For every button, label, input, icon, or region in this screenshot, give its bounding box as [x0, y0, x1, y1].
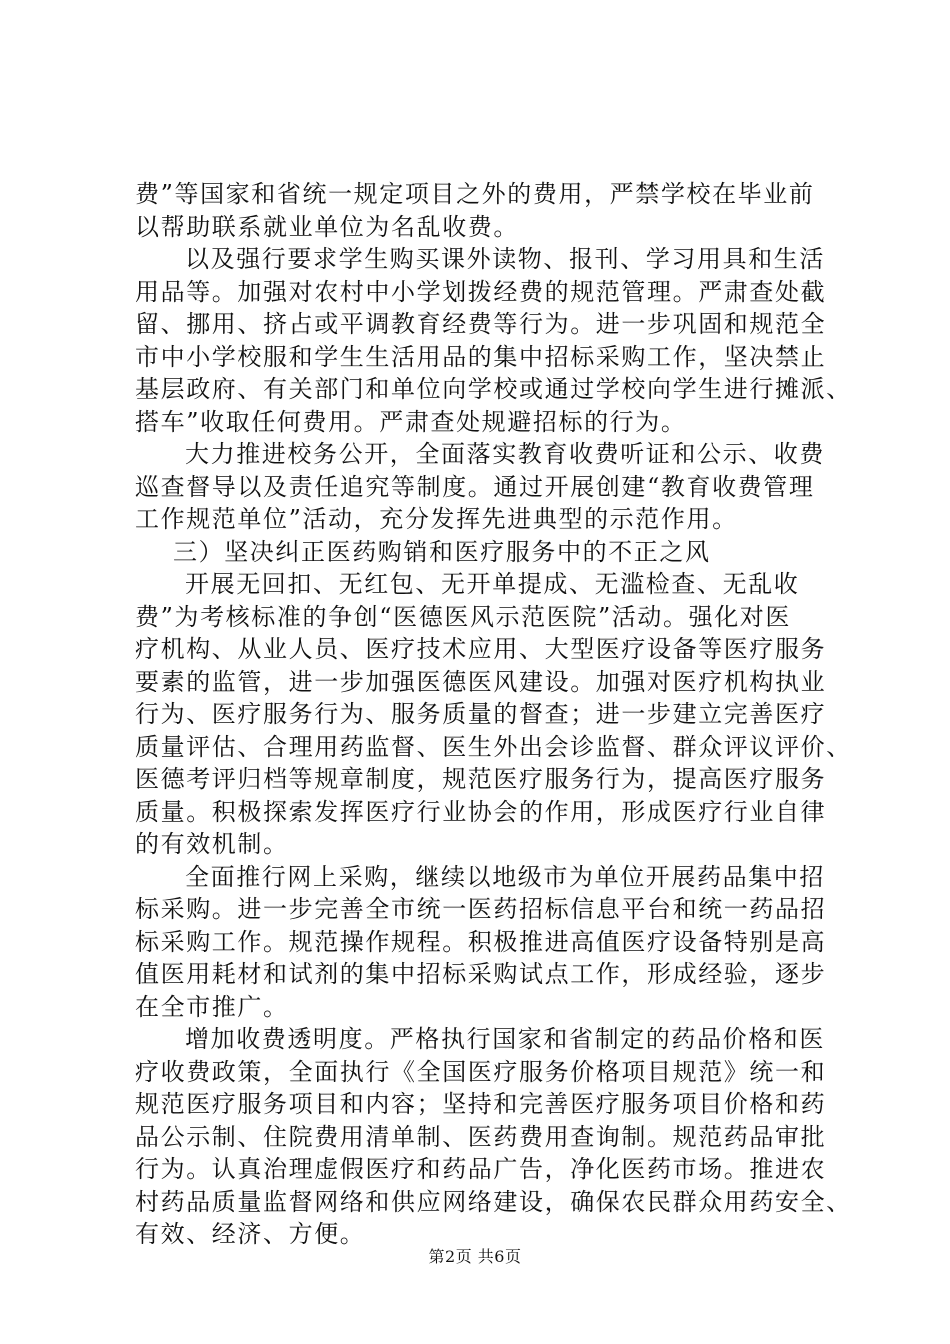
- text-line: 以帮助联系就业单位为名乱收费。: [135, 212, 519, 241]
- text-line: 工作规范单位”活动，充分发挥先进典型的示范作用。: [135, 505, 738, 533]
- text-line: 的有效机制。: [135, 830, 289, 858]
- text-line: 行为、医疗服务行为、服务质量的督查；进一步建立完善医疗: [135, 700, 827, 728]
- paragraph-start-line: 开展无回扣、无红包、无开单提成、无滥检查、无乱收: [185, 570, 800, 598]
- paragraph-start-line: 以及强行要求学生购买课外读物、报刊、学习用具和生活: [185, 245, 825, 273]
- text-line: 要素的监管，进一步加强医德医风建设。加强对医疗机构执业: [135, 667, 827, 696]
- text-line: 有效、经济、方便。: [135, 1220, 366, 1248]
- text-line: 品公示制、住院费用清单制、医药费用查询制。规范药品审批: [135, 1122, 827, 1151]
- page-number-footer: 第2页 共6页: [428, 1247, 522, 1266]
- text-line: 费”为考核标准的争创“医德医风示范医院”活动。强化对医: [135, 602, 792, 631]
- text-line: 留、挪用、挤占或平调教育经费等行为。进一步巩固和规范全: [135, 310, 827, 338]
- text-line: 市中小学校服和学生生活用品的集中招标采购工作，坚决禁止: [135, 342, 827, 371]
- text-line: 村药品质量监督网络和供应网络建设，确保农民群众用药安全、: [135, 1187, 852, 1216]
- section-heading: 三）坚决纠正医药购销和医疗服务中的不正之风: [173, 537, 711, 566]
- text-line: 疗收费政策，全面执行《全国医疗服务价格项目规范》统一和: [135, 1057, 827, 1086]
- text-line: 质量评估、合理用药监督、医生外出会诊监督、群众评议评价、: [135, 732, 852, 761]
- text-line: 规范医疗服务项目和内容；坚持和完善医疗服务项目价格和药: [135, 1090, 827, 1118]
- text-line: 费”等国家和省统一规定项目之外的费用，严禁学校在毕业前: [135, 180, 815, 208]
- text-line: 基层政府、有关部门和单位向学校或通过学校向学生进行摊派、: [135, 375, 852, 403]
- paragraph-start-line: 大力推进校务公开，全面落实教育收费听证和公示、收费: [185, 440, 825, 468]
- text-line: 疗机构、从业人员、医疗技术应用、大型医疗设备等医疗服务: [135, 635, 827, 663]
- text-line: 行为。认真治理虚假医疗和药品广告，净化医药市场。推进农: [135, 1155, 827, 1183]
- paragraph-start-line: 增加收费透明度。严格执行国家和省制定的药品价格和医: [185, 1025, 825, 1053]
- text-line: 值医用耗材和试剂的集中招标采购试点工作，形成经验，逐步: [135, 960, 827, 988]
- text-line: 标采购。进一步完善全市统一医药招标信息平台和统一药品招: [135, 895, 827, 923]
- text-line: 质量。积极探索发挥医疗行业协会的作用，形成医疗行业自律: [135, 797, 827, 826]
- text-line: 标采购工作。规范操作规程。积极推进高值医疗设备特别是高: [135, 927, 827, 956]
- text-line: 用品等。加强对农村中小学划拨经费的规范管理。严肃查处截: [135, 277, 827, 306]
- text-line: 在全市推广。: [135, 992, 289, 1021]
- text-line: 医德考评归档等规章制度，规范医疗服务行为，提高医疗服务: [135, 765, 827, 793]
- document-body: [135, 178, 852, 1251]
- paragraph-start-line: 全面推行网上采购，继续以地级市为单位开展药品集中招: [185, 862, 825, 891]
- text-line: 巡查督导以及责任追究等制度。通过开展创建“教育收费管理: [135, 472, 815, 501]
- text-line: 搭车”收取任何费用。严肃查处规避招标的行为。: [135, 407, 687, 436]
